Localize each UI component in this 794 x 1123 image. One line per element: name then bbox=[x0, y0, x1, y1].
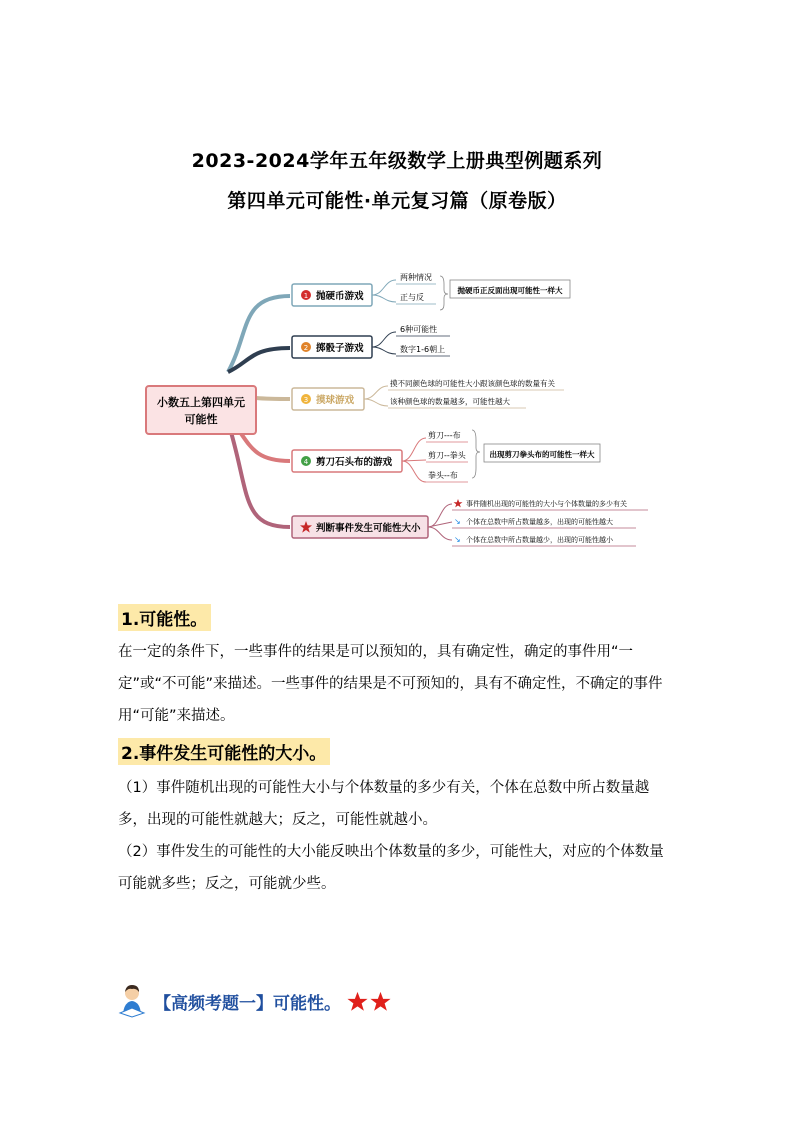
svg-text:个体在总数中所占数量越少，出现的可能性越小: 个体在总数中所占数量越少，出现的可能性越小 bbox=[466, 536, 613, 544]
difficulty-stars bbox=[347, 991, 391, 1012]
svg-text:抛硬币游戏: 抛硬币游戏 bbox=[316, 291, 364, 302]
section-heading-possibility-size: 2.事件发生可能性的大小。 bbox=[118, 738, 330, 765]
student-reading-icon bbox=[118, 984, 148, 1018]
svg-text:事件随机出现的可能性的大小与个体数量的多少有关: 事件随机出现的可能性的大小与个体数量的多少有关 bbox=[466, 500, 627, 508]
svg-text:3: 3 bbox=[303, 396, 309, 404]
arrow-down-right-icon: ↘ bbox=[454, 517, 461, 526]
svg-text:掷骰子游戏: 掷骰子游戏 bbox=[316, 343, 364, 354]
section-paragraph bbox=[118, 636, 678, 732]
high-frequency-label: 【高频考题一】可能性。 bbox=[154, 993, 341, 1014]
svg-text:出现剪刀拳头布的可能性一样大: 出现剪刀拳头布的可能性一样大 bbox=[489, 450, 595, 459]
branch-ball bbox=[292, 378, 564, 410]
section-heading-possibility: 1.可能性。 bbox=[118, 604, 211, 631]
star-icon bbox=[347, 991, 368, 1012]
document-subtitle: 第四单元可能性·单元复习篇（原卷版） bbox=[227, 190, 567, 212]
section-paragraph bbox=[118, 836, 678, 900]
high-frequency-question-heading bbox=[118, 984, 391, 1018]
svg-text:判断事件发生可能性大小: 判断事件发生可能性大小 bbox=[316, 523, 421, 534]
svg-text:两种情况: 两种情况 bbox=[400, 273, 432, 282]
svg-text:该种颜色球的数量越多，可能性越大: 该种颜色球的数量越多，可能性越大 bbox=[390, 397, 510, 406]
svg-text:2: 2 bbox=[303, 344, 309, 352]
svg-text:个体在总数中所占数量越多，出现的可能性越大: 个体在总数中所占数量越多，出现的可能性越大 bbox=[466, 518, 613, 526]
svg-text:数字1-6朝上: 数字1-6朝上 bbox=[400, 345, 446, 354]
star-icon bbox=[454, 499, 463, 507]
branch-judge-possibility bbox=[292, 499, 648, 546]
svg-text:剪刀---布: 剪刀---布 bbox=[428, 431, 461, 440]
svg-text:剪刀--拳头: 剪刀--拳头 bbox=[428, 451, 466, 460]
svg-text:摸球游戏: 摸球游戏 bbox=[316, 395, 355, 406]
svg-text:1: 1 bbox=[303, 292, 309, 300]
svg-text:剪刀石头布的游戏: 剪刀石头布的游戏 bbox=[316, 457, 393, 468]
mind-map bbox=[140, 262, 660, 554]
paragraph-text: （2）事件发生的可能性的大小能反映出个体数量的多少，可能性大，对应的个体数量可能就多些；反之，可能就少些。 bbox=[118, 844, 664, 892]
paragraph-text: （1）事件随机出现的可能性大小与个体数量的多少有关，个体在总数中所占数量越多，出现的可能性就越大；反之，可能性就越小。 bbox=[118, 780, 650, 828]
paragraph-text: 在一定的条件下，一些事件的结果是可以预知的，具有确定性，确定的事件用“一定”或“不可能”来描述。一些事件的结果是不可预知的，具有不确定性，不确定的事件用“可能”来描述。 bbox=[118, 644, 663, 724]
section-paragraph bbox=[118, 772, 678, 836]
branch-dice bbox=[292, 324, 450, 358]
document-title: 2023-2024学年五年级数学上册典型例题系列 bbox=[191, 150, 603, 172]
svg-text:抛硬币正反面出现可能性一样大: 抛硬币正反面出现可能性一样大 bbox=[457, 286, 563, 295]
svg-text:正与反: 正与反 bbox=[400, 293, 424, 302]
svg-text:4: 4 bbox=[303, 458, 309, 466]
branch-coin bbox=[292, 272, 570, 310]
arrow-down-right-icon: ↘ bbox=[454, 535, 461, 544]
svg-text:拳头--布: 拳头--布 bbox=[428, 471, 458, 480]
root-line-2: 可能性 bbox=[184, 413, 218, 426]
mind-map-root bbox=[146, 386, 256, 434]
branch-rock-paper-scissors bbox=[292, 430, 600, 482]
svg-text:6种可能性: 6种可能性 bbox=[400, 325, 438, 334]
star-icon bbox=[370, 991, 391, 1012]
root-line-1: 小数五上第四单元 bbox=[157, 396, 245, 409]
svg-text:摸不同颜色球的可能性大小跟该颜色球的数量有关: 摸不同颜色球的可能性大小跟该颜色球的数量有关 bbox=[390, 379, 555, 388]
